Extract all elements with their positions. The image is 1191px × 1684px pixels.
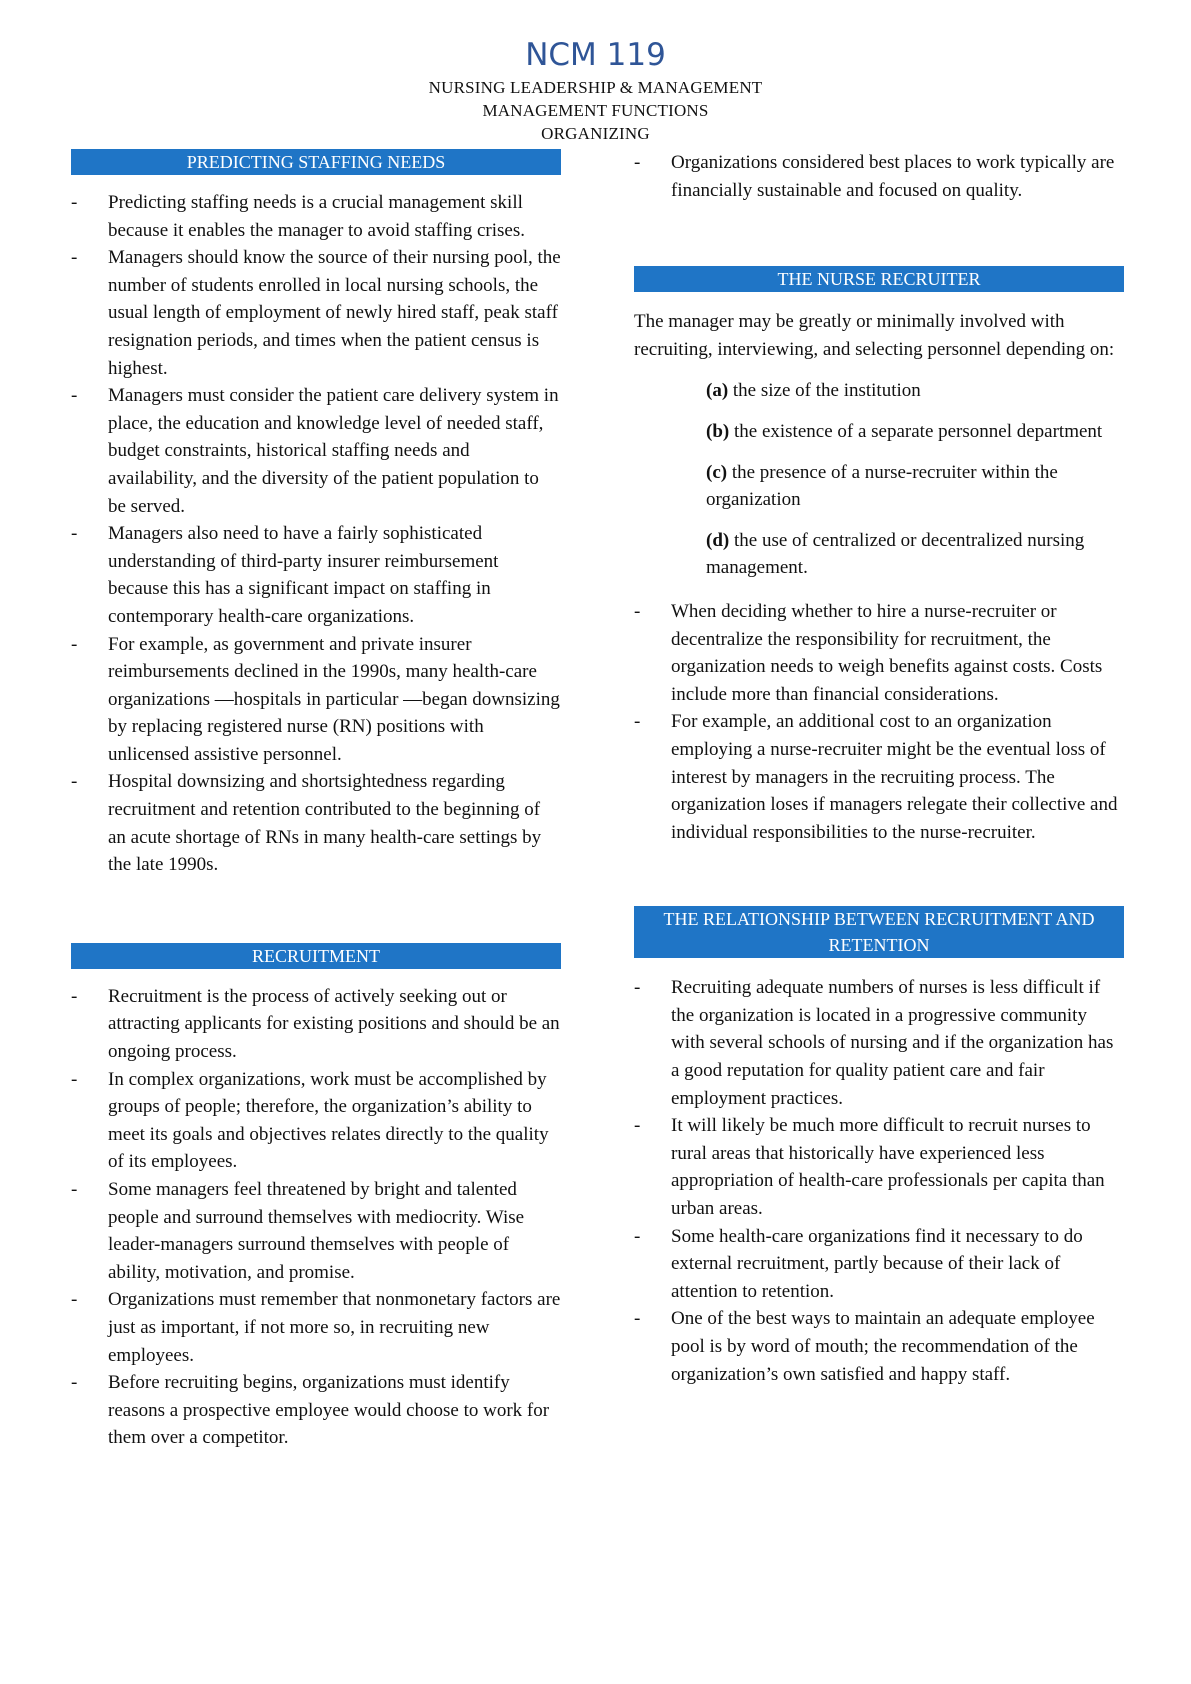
list-item — [71, 1286, 561, 1369]
list-item-text: Managers should know the source of their nursing pool, the number of students enrolled in local nursing schools, the usual length of employment of newly hired staff, peak staff resignation periods, and times when the patient census is highest. — [108, 247, 561, 379]
list-item — [71, 631, 561, 769]
bullet-dash: - — [634, 977, 641, 999]
bullet-dash: - — [71, 247, 78, 269]
nurse-recruiter-intro: The manager may be greatly or minimally involved with recruiting, interviewing, and selecting personnel depending on: — [634, 311, 1115, 360]
recruitment-retention-list — [634, 974, 1124, 1388]
bullet-dash: - — [71, 985, 78, 1007]
list-item — [634, 1305, 1124, 1388]
staffing-needs-list — [71, 189, 561, 879]
list-item-text: For example, as government and private insurer reimbursements declined in the 1990s, many health-care organizations —hospitals in particular —began downsizing by replacing registered nurse (RN) positions with unlicensed assistive personnel. — [108, 633, 560, 765]
factor-text: the presence of a nurse-recruiter within the organization — [706, 461, 1058, 511]
bullet-dash: - — [634, 1225, 641, 1247]
topic-line: MANAGEMENT FUNCTIONS — [482, 101, 709, 120]
bullet-dash: - — [71, 1179, 78, 1200]
bullet-dash: - — [634, 1115, 641, 1137]
bullet-dash: - — [71, 385, 78, 407]
factor-label: (a) — [706, 380, 729, 402]
list-item-text: Predicting staffing needs is a crucial management skill because it enables the manager to avoid staffing crises. — [108, 192, 525, 241]
list-item-text: Hospital downsizing and shortsightedness regarding recruitment and retention contributed to the beginning of an acute shortage of RNs in many health-care settings by the late 1990s. — [108, 771, 542, 876]
factor-text: the size of the institution — [728, 380, 921, 402]
section-heading-recruitment-retention: THE RELATIONSHIP BETWEEN RECRUITMENT AND RETENTION — [634, 906, 1124, 958]
section-heading-nurse-recruiter: THE NURSE RECRUITER — [634, 266, 1124, 292]
bullet-dash: - — [634, 1308, 641, 1330]
list-item — [71, 983, 561, 1066]
section-heading-predicting-staffing-needs: PREDICTING STAFFING NEEDS — [71, 149, 561, 175]
bullet-dash: - — [71, 523, 78, 545]
section-heading-recruitment: RECRUITMENT — [71, 943, 561, 969]
factor-label: (d) — [706, 529, 730, 551]
list-item-text: It will likely be much more difficult to recruit nurses to rural areas that historically have experienced less appropriation of health-care professionals per capita than urban areas. — [671, 1115, 1105, 1220]
factor-text: the existence of a separate personnel department — [729, 420, 1103, 442]
course-title: NCM 119 — [525, 37, 666, 73]
bullet-dash: - — [71, 192, 78, 213]
bullet-dash: - — [634, 600, 641, 622]
list-item-text: Some managers feel threatened by bright and talented people and surround themselves with mediocrity. Wise leader-managers surround themselves with people of ability, motivation, and promise. — [108, 1179, 525, 1283]
factor-item — [706, 527, 1124, 582]
list-item-text: Recruitment is the process of actively seeking out or attracting applicants for existing positions and should be an ongoing process. — [108, 985, 560, 1063]
list-item-text: For example, an additional cost to an organization employing a nurse-recruiter might be the eventual loss of interest by managers in the recruiting process. The organization loses if managers relegate their collective and individual responsibilities to the nurse-recruiter. — [671, 711, 1118, 843]
list-item — [71, 768, 561, 878]
list-item — [634, 149, 1124, 204]
bullet-dash: - — [634, 152, 641, 173]
list-item-text: Organizations considered best places to work typically are financially sustainable and focused on quality. — [671, 152, 1115, 201]
list-item — [71, 1176, 561, 1286]
factor-text: the use of centralized or decentralized nursing management. — [706, 529, 1085, 579]
factor-item — [706, 459, 1124, 514]
list-item-text: Recruiting adequate numbers of nurses is less difficult if the organization is located in a progressive community with several schools of nursing and if the organization has a good reputation for quality patient care and fair employment practices. — [671, 977, 1114, 1109]
bullet-dash: - — [71, 1372, 78, 1394]
right-column — [634, 149, 1124, 1388]
list-item — [71, 520, 561, 630]
list-item — [634, 598, 1124, 708]
list-item-text: One of the best ways to maintain an adequate employee pool is by word of mouth; the recommendation of the organization’s own satisfied and happy staff. — [671, 1308, 1095, 1385]
list-item — [634, 708, 1124, 846]
list-item — [71, 382, 561, 520]
list-item — [634, 974, 1124, 1112]
bullet-dash: - — [71, 633, 78, 655]
list-item-text: When deciding whether to hire a nurse-recruiter or decentralize the responsibility for recruitment, the organization needs to weigh benefits against costs. Costs include more than financial considerations. — [671, 600, 1103, 705]
left-column — [71, 149, 561, 1452]
list-item — [634, 1223, 1124, 1306]
bullet-dash: - — [634, 711, 641, 733]
list-item-text: Some health-care organizations find it necessary to do external recruitment, partly because of their lack of attention to retention. — [671, 1225, 1083, 1302]
document-header — [0, 34, 1191, 145]
list-item-text: Organizations must remember that nonmonetary factors are just as important, if not more so, in recruiting new employees. — [108, 1289, 561, 1366]
continued-list — [634, 149, 1124, 204]
recruitment-list — [71, 983, 561, 1452]
list-item — [71, 1066, 561, 1176]
list-item-text: In complex organizations, work must be accomplished by groups of people; therefore, the organization’s ability to meet its goals and objectives relates directly to the quality of its employees. — [108, 1068, 549, 1173]
list-item — [71, 244, 561, 382]
list-item-text: Managers must consider the patient care delivery system in place, the education and knowledge level of needed staff, budget constraints, historical staffing needs and availability, and the diversity of the patient population to be served. — [108, 385, 559, 517]
bullet-dash: - — [71, 771, 78, 793]
list-item-text: Managers also need to have a fairly sophisticated understanding of third-party insurer reimbursement because this has a significant impact on staffing in contemporary health-care organizations. — [108, 523, 499, 627]
bullet-dash: - — [71, 1289, 78, 1311]
factor-label: (c) — [706, 461, 728, 483]
list-item — [71, 189, 561, 244]
list-item — [71, 1369, 561, 1452]
depending-factors-list — [634, 377, 1124, 582]
factor-label: (b) — [706, 420, 730, 442]
list-item — [634, 1112, 1124, 1222]
list-item-text: Before recruiting begins, organizations must identify reasons a prospective employee would choose to work for them over a competitor. — [108, 1372, 550, 1449]
nurse-recruiter-list — [634, 598, 1124, 846]
bullet-dash: - — [71, 1068, 78, 1090]
factor-item — [706, 418, 1124, 446]
subject-line: NURSING LEADERSHIP & MANAGEMENT — [428, 78, 763, 97]
subtopic-line: ORGANIZING — [541, 124, 650, 143]
factor-item — [706, 377, 1124, 405]
